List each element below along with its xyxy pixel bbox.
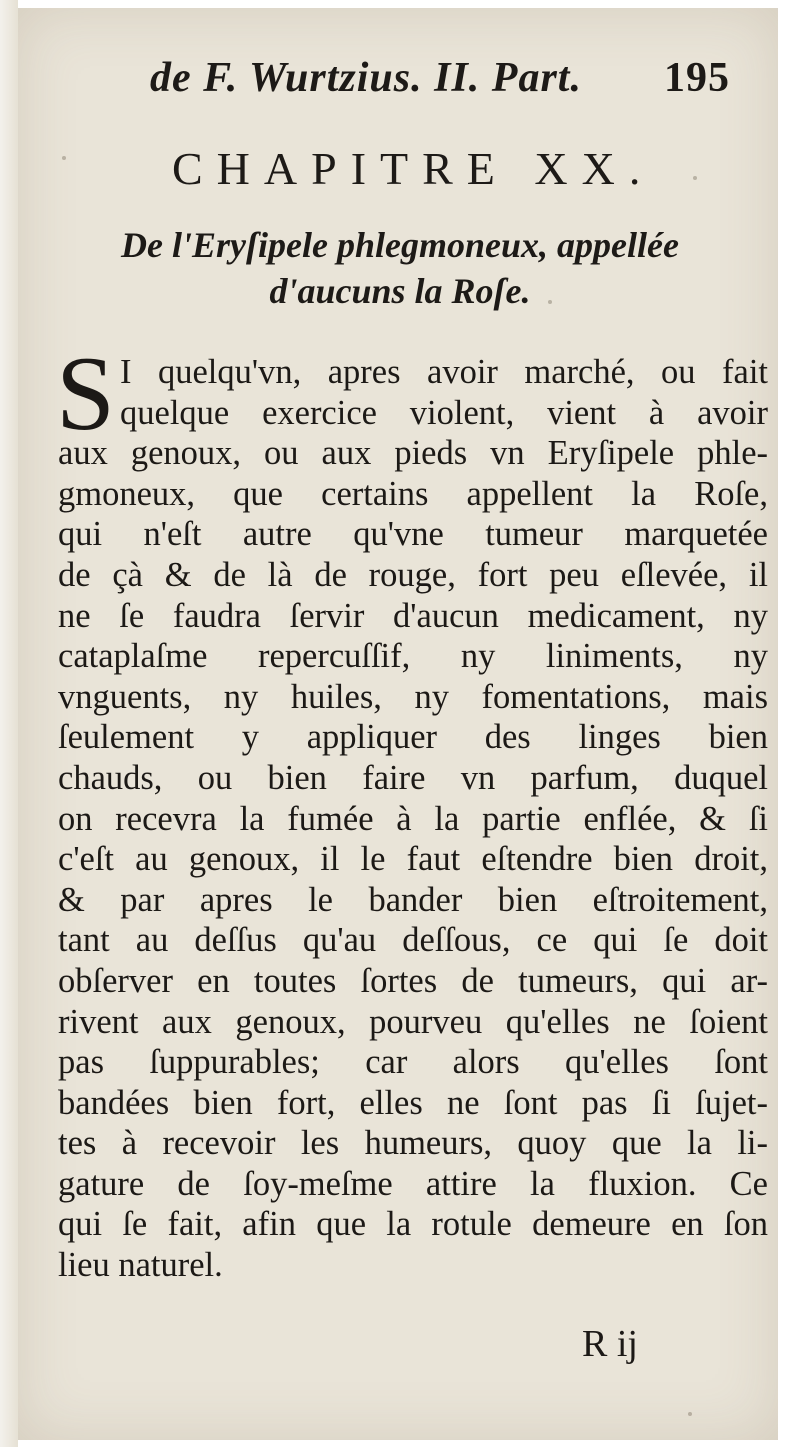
paper-speck: [693, 176, 697, 180]
running-head: [150, 50, 730, 110]
text-line: pas ſuppurables; car alors qu'elles ſont: [58, 1043, 768, 1082]
running-head-title: de F. Wurtzius. II. Part.: [150, 55, 582, 101]
text-line: tes à recevoir les humeurs, quoy que la li-: [58, 1124, 768, 1163]
paper-speck: [688, 1412, 692, 1416]
paper-speck: [62, 156, 66, 160]
body-text: [56, 335, 768, 1286]
text-line: obſerver en toutes ſortes de tumeurs, qui ar-: [58, 961, 768, 1000]
page-number: 195: [664, 55, 730, 101]
chapter-subtitle: De l'Eryſipele phlegmoneux, appellée d'aucuns la Roſe.: [121, 225, 679, 311]
text-line: gature de ſoy-meſme attire la fluxion. Ce: [58, 1164, 768, 1203]
text-line: aux genoux, ou aux pieds vn Eryſipele phle-: [58, 434, 768, 473]
page-margin-right: [778, 0, 800, 1447]
text-line: qui n'eſt autre qu'vne tumeur marquetée: [58, 515, 768, 554]
text-line: cataplaſme repercuſſif, ny liniments, ny: [58, 637, 768, 676]
text-line: qui ſe fait, afin que la rotule demeure en ſon: [58, 1205, 768, 1244]
text-line: bandées bien fort, elles ne ſont pas ſi ſujet-: [58, 1083, 768, 1122]
text-line: quelque exercice violent, vient à avoir: [120, 393, 768, 432]
text-line: de çà & de là de rouge, fort peu eſlevée, il: [58, 555, 768, 594]
text-line: tant au deſſus qu'au deſſous, ce qui ſe doit: [58, 921, 768, 960]
text-line: ne ſe faudra ſervir d'aucun medicament, ny: [58, 596, 768, 635]
chapter-heading: CHAPITRE XX.: [172, 143, 655, 194]
text-line: ſeulement y appliquer des linges bien: [58, 718, 768, 757]
text-line: gmoneux, que certains appellent la Roſe,: [58, 474, 768, 513]
text-line: rivent aux genoux, pourveu qu'elles ne ſoient: [58, 1002, 768, 1041]
signature-mark: R ij: [582, 1323, 638, 1365]
page-gutter: [0, 0, 18, 1447]
text-line: & par apres le bander bien eſtroitement,: [58, 880, 768, 919]
drop-cap: S: [56, 335, 115, 452]
text-line: c'eſt au genoux, il le faut eſtendre bien droit,: [58, 840, 768, 879]
text-line: on recevra la fumée à la partie enflée, & ſi: [58, 799, 768, 838]
paper-speck: [548, 300, 552, 304]
text-line: chauds, ou bien faire vn parfum, duquel: [58, 758, 768, 797]
text-line: vnguents, ny huiles, ny fomentations, mais: [58, 677, 768, 716]
text-line: lieu naturel.: [58, 1246, 223, 1285]
text-line: I quelqu'vn, apres avoir marché, ou fait: [120, 353, 768, 391]
